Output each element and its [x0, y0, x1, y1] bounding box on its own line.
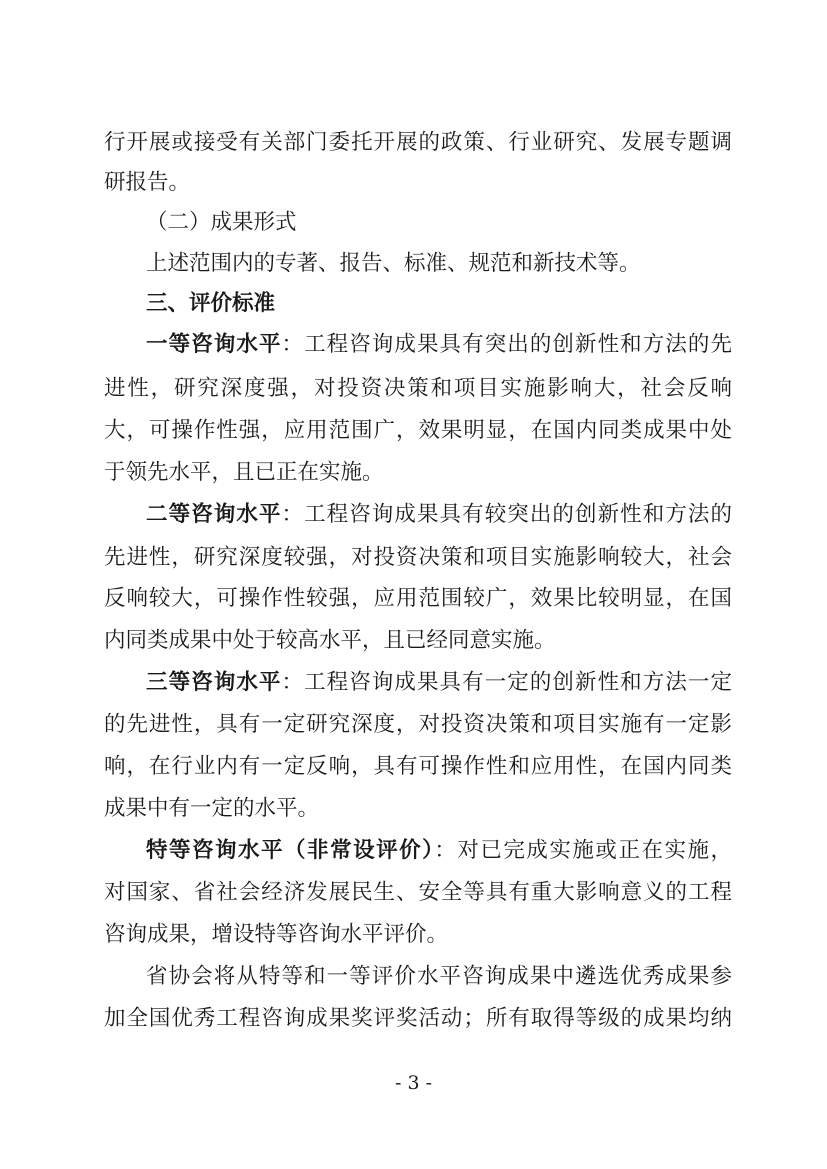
special-line-3: 咨询成果，增设特等咨询水平评价。 — [104, 922, 449, 947]
level3-line-4: 成果中有一定的水平。 — [104, 796, 320, 821]
level2-line-1-text: ：工程咨询成果具有较突出的创新性和方法的 — [281, 502, 732, 527]
level1-line-1-text: ：工程咨询成果具有突出的创新性和方法的先 — [281, 332, 732, 357]
level2-line-1 — [146, 500, 732, 530]
special-line-2: 对国家、省社会经济发展民生、安全等具有重大影响意义的工程 — [104, 880, 732, 905]
section2-heading: （二）成果形式 — [146, 210, 297, 235]
page-number: - 3 - — [394, 1072, 432, 1094]
level3-line-3: 响，在行业内有一定反响，具有可操作性和应用性，在国内同类 — [104, 754, 732, 779]
intro-line-2: 研报告。 — [104, 170, 191, 195]
special-line-1-text: ：对已完成实施或正在实施， — [434, 838, 732, 863]
level2-line-2: 先进性，研究深度较强，对投资决策和项目实施影响较大，社会 — [104, 545, 732, 570]
closing-line-2: 加全国优秀工程咨询成果奖评奖活动；所有取得等级的成果均纳 — [104, 1006, 732, 1031]
level1-title: 一等咨询水平 — [146, 332, 282, 357]
level3-line-1-text: ：工程咨询成果具有一定的创新性和方法一定 — [281, 670, 732, 695]
level2-line-3: 反响较大，可操作性较强，应用范围较广，效果比较明显，在国 — [104, 586, 732, 611]
level1-line-2: 进性，研究深度强，对投资决策和项目实施影响大，社会反响 — [104, 376, 732, 401]
level2-title: 二等咨询水平 — [146, 502, 282, 527]
closing-line-1: 省协会将从特等和一等评价水平咨询成果中遴选优秀成果参 — [146, 964, 732, 989]
intro-line-1: 行开展或接受有关部门委托开展的政策、行业研究、发展专题调 — [104, 130, 732, 155]
level3-line-2: 的先进性，具有一定研究深度，对投资决策和项目实施有一定影 — [104, 712, 732, 737]
level3-title: 三等咨询水平 — [146, 670, 282, 695]
level2-line-4: 内同类成果中处于较高水平，且已经同意实施。 — [104, 628, 556, 653]
special-title: 特等咨询水平（非常设评价） — [146, 838, 435, 863]
level1-line-1 — [146, 330, 732, 360]
section3-heading: 三、评价标准 — [146, 291, 276, 316]
level1-line-3: 大，可操作性强，应用范围广，效果明显，在国内同类成果中处 — [104, 418, 732, 443]
section2-body: 上述范围内的专著、报告、标准、规范和新技术等。 — [146, 251, 641, 276]
level3-line-1 — [146, 668, 732, 698]
special-line-1 — [146, 836, 732, 866]
level1-line-4: 于领先水平，且已正在实施。 — [104, 460, 384, 485]
